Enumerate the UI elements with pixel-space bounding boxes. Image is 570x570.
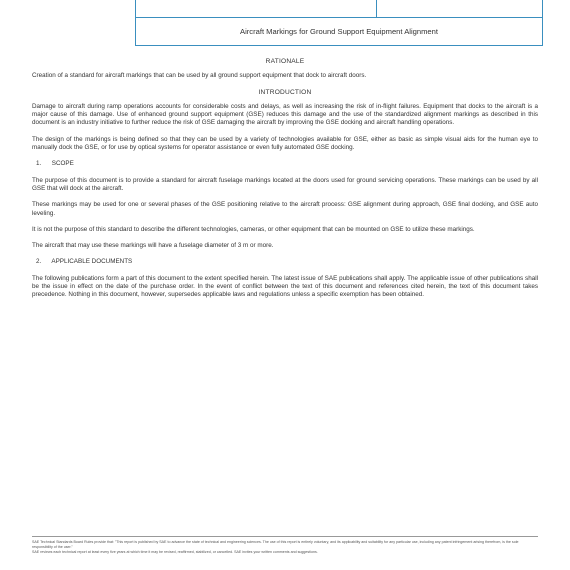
introduction-paragraph: Damage to aircraft during ramp operations accounts for considerable costs and delays, as well as increasing the risk of in-flight failures. Equipment that docks to the aircraft is a major cause of this damage. Use of enhanced ground support equipment (GSE) reduces this damage and the use of the standardized alignment markings as described in this document is an industry initiative to further reduce the risk of GSE damaging the aircraft by improving the GSE docking and aircraft handling operations. — [32, 102, 538, 127]
applicable-documents-heading — [32, 258, 538, 266]
document-title: Aircraft Markings for Ground Support Equipment Alignment — [240, 27, 438, 36]
introduction-heading: INTRODUCTION — [258, 88, 312, 96]
footer-line: SAE reviews each technical report at least every five years at which time it may be revised, reaffirmed, stabilized, or cancelled. SAE invites your written comments and suggestions. — [32, 550, 318, 554]
document-header-box — [135, 0, 543, 46]
scope-heading — [32, 160, 538, 168]
applicable-documents-number: 2. — [36, 258, 42, 266]
applicable-documents-title: APPLICABLE DOCUMENTS — [51, 258, 133, 266]
scope-paragraph: The aircraft that may use these markings will have a fuselage diameter of 3 m or more. — [32, 242, 274, 250]
rationale-heading: RATIONALE — [265, 58, 305, 65]
document-body — [32, 58, 538, 308]
header-top-row — [136, 0, 542, 18]
rationale-text: Creation of a standard for aircraft markings that can be used by all ground support equipment that dock to aircraft doors. — [32, 72, 367, 80]
scope-paragraph: These markings may be used for one or several phases of the GSE positioning relative to the aircraft process: GSE alignment during approach, GSE final docking, and GSE auto leveling. — [32, 201, 538, 217]
applicable-documents-paragraph: The following publications form a part of this document to the extent specified herein. The latest issue of SAE publications shall apply. The applicable issue of other publications shall be the issue in effect on the date of the purchase order. In the event of conflict between the text of this document and references cited herein, the text of this document takes precedence. Nothing in this document, however, supersedes applicable laws and regulations unless a specific exemption has been obtained. — [32, 274, 538, 299]
header-cell-divider — [376, 0, 377, 17]
scope-paragraph: It is not the purpose of this standard to describe the different technologies, cameras, or other equipment that can be mounted on GSE to utilize these markings. — [32, 225, 475, 233]
scope-paragraph: The purpose of this document is to provide a standard for aircraft fuselage markings located at the doors used for ground servicing operations. These markings can be used by all GSE that will dock at the aircraft. — [32, 176, 538, 192]
scope-number: 1. — [36, 160, 42, 168]
page-footer — [32, 536, 538, 555]
footer-line: SAE Technical Standards Board Rules provide that: "This report is published by SAE to advance the state of technical and engineering sciences. The use of this report is entirely voluntary, and its applicability and suitability for any particular use, including any patent infringement arising therefrom, is the sole responsibility of the user." — [32, 540, 519, 549]
scope-title: SCOPE — [51, 160, 74, 168]
introduction-paragraph: The design of the markings is being defined so that they can be used by a variety of technologies available for GSE, either as basic as simple visual aids for the human eye to manually dock the GSE, or for use by optical systems for operator assistance or even fully automated GSE docking. — [32, 135, 538, 152]
